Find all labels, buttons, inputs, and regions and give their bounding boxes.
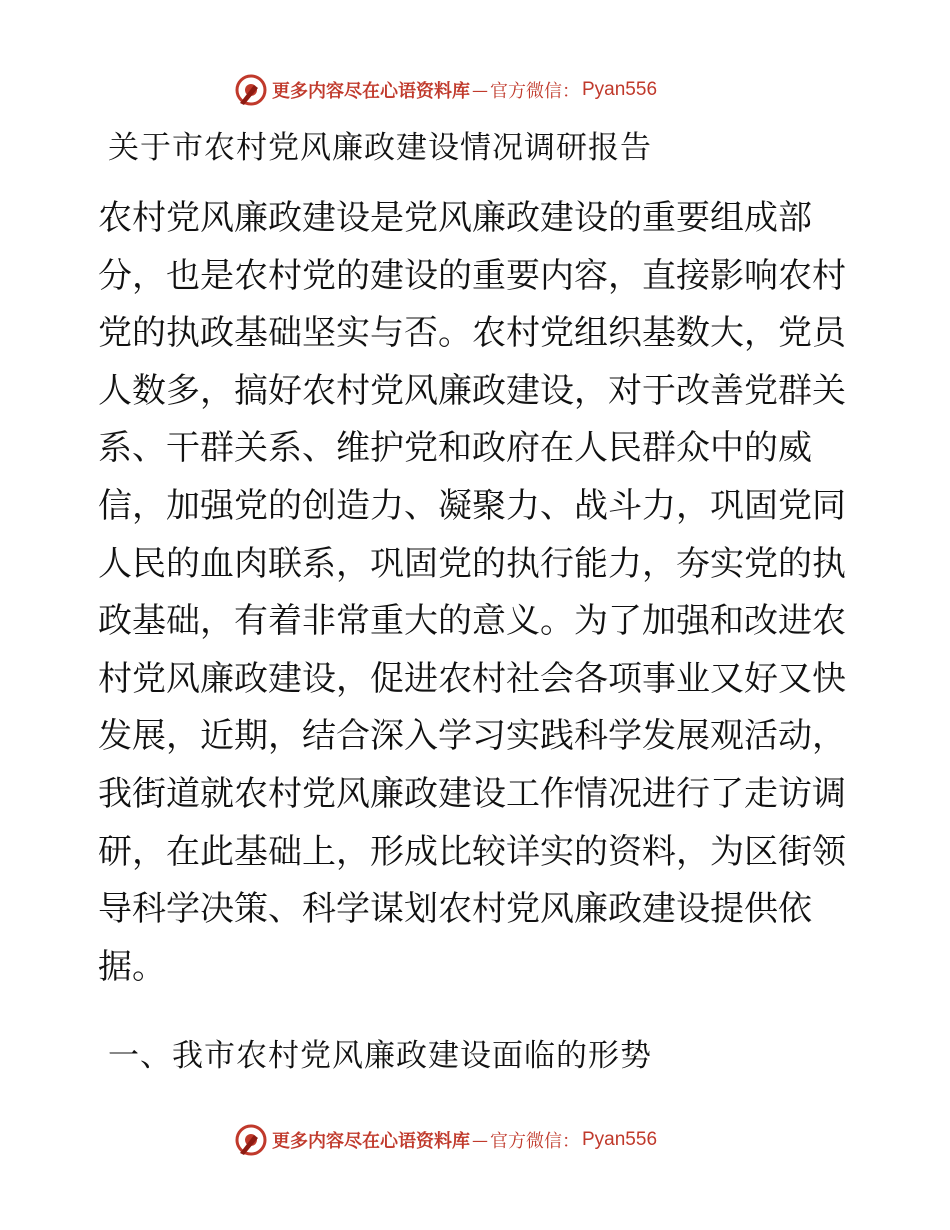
pen-logo-icon [234, 1123, 268, 1157]
paragraph-line: 信，加强党的创造力、凝聚力、战斗力，巩固党同 [98, 485, 846, 526]
paragraph-line: 村党风廉政建设，促进农村社会各项事业又好又快 [98, 658, 846, 699]
banner-wechat-label: 官方微信： [490, 1131, 580, 1152]
paragraph-line: 导科学决策、科学谋划农村党风廉政建设提供依 [98, 889, 812, 930]
paragraph-line: 研，在此基础上，形成比较详实的资料，为区街领 [98, 831, 846, 872]
paragraph-line: 人数多，搞好农村党风廉政建设，对于改善党群关 [98, 370, 846, 411]
paragraph-line: 我街道就农村党风廉政建设工作情况进行了走访调 [98, 773, 846, 814]
pen-logo-icon [234, 73, 268, 107]
paragraph-line: 据。 [98, 946, 166, 987]
banner-main-text: 更多内容尽在心语资料库 [272, 81, 470, 102]
banner-main-text: 更多内容尽在心语资料库 [272, 1131, 470, 1152]
banner-wechat-id: Pyan556 [582, 79, 658, 100]
banner-dash: — [472, 80, 488, 100]
paragraph-line: 政基础，有着非常重大的意义。为了加强和改进农 [98, 601, 846, 642]
paragraph-line: 党的执政基础坚实与否。农村党组织基数大，党员 [98, 313, 846, 354]
paragraph-line: 发展，近期，结合深入学习实践科学发展观活动， [98, 716, 846, 757]
paragraph-line: 人民的血肉联系，巩固党的执行能力，夯实党的执 [98, 543, 846, 584]
body-paragraph [98, 190, 856, 996]
banner-dash: — [472, 1130, 488, 1150]
document-title: 关于市农村党风廉政建设情况调研报告 [108, 130, 652, 166]
banner-wechat-id: Pyan556 [582, 1129, 658, 1150]
paragraph-line: 分，也是农村党的建设的重要内容，直接影响农村 [98, 255, 846, 296]
paragraph-line: 农村党风廉政建设是党风廉政建设的重要组成部 [98, 198, 812, 238]
section-heading: 一、我市农村党风廉政建设面临的形势 [108, 1038, 652, 1074]
banner-wechat-label: 官方微信： [490, 81, 580, 102]
paragraph-line: 系、干群关系、维护党和政府在人民群众中的威 [98, 428, 812, 469]
footer-banner [234, 1123, 657, 1157]
header-banner [234, 73, 657, 107]
